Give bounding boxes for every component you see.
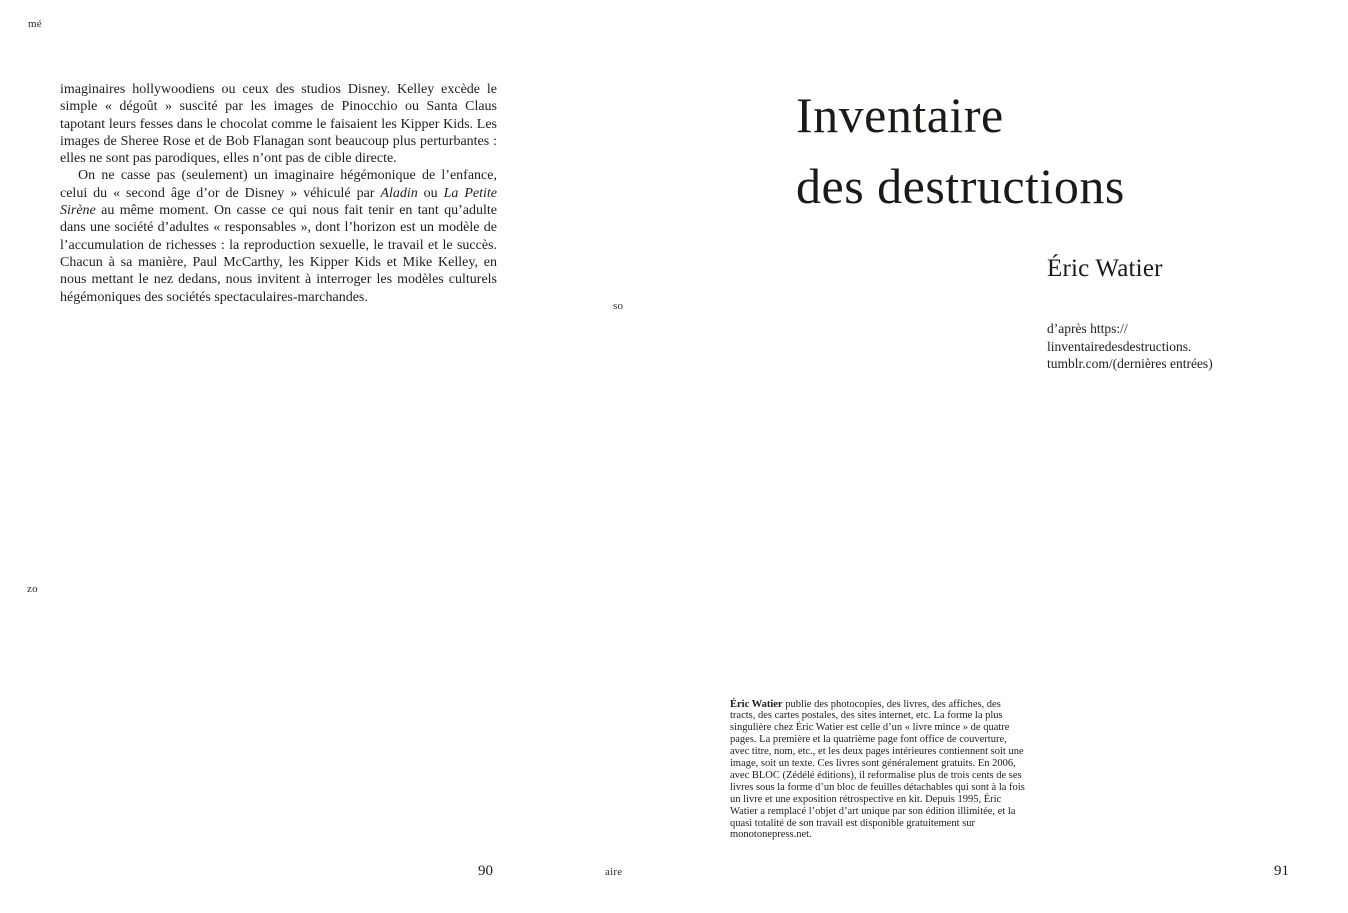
page-number-right: 91 xyxy=(1274,863,1289,879)
margin-fragment-so: so xyxy=(613,300,624,312)
source-note-line-1: d’après https:// xyxy=(1047,321,1128,336)
paragraph-2-segment-1: On ne casse pas (seulement) un imaginaire hégémonique de l’enfance, celui du « second âge d’or de Disney » véhiculé par xyxy=(60,168,497,201)
article-title-line-2: des destructions xyxy=(796,158,1125,214)
article-title-line-1: Inventaire xyxy=(796,87,1004,143)
author-name: Éric Watier xyxy=(1047,255,1163,282)
margin-fragment-aire: aire xyxy=(605,866,623,878)
page-number-left: 90 xyxy=(478,863,493,879)
left-page-body xyxy=(60,81,497,306)
bio-body-text: publie des photocopies, des livres, des affiches, des tracts, des cartes postales, des sites internet, etc. La forme la plus singulière chez Éric Watier est celle d’un « livre mince » de quatre pages. La première et la quatrième page font office de couverture, avec titre, nom, etc., et les deux pages intérieures contiennent soit une image, soit un texte. Ces livres sont généralement gratuits. En 2006, avec BLOC (Zédélé éditions), il reformalise plus de trois cents de ses livres sous la forme d’un bloc de feuilles détachables qui sont à la fois un livre et une exposition rétrospective en kit. Depuis 1995, Éric Watier a remplacé l’objet d’art unique par son édition illimitée, et la quasi totalité de son travail est disponible gratuitement sur monotonepress.net. xyxy=(730,698,1025,841)
paragraph-kelley-text: imaginaires hollywoodiens ou ceux des studios Disney. Kelley excède le simple « dégoût » suscité par les images de Pinocchio ou Santa Claus tapotant leurs fesses dans le chocolat comme le faisaient les Kipper Kids. Les images de Sheree Rose et de Bob Flanagan sont beaucoup plus perturbantes : elles ne sont pas parodiques, elles n’ont pas de cible directe. xyxy=(60,82,497,167)
paragraph-2-segment-3: ou xyxy=(417,185,444,201)
article-title xyxy=(796,80,1256,222)
bio-lead-name: Éric Watier xyxy=(730,698,783,710)
margin-fragment-zo: zo xyxy=(27,583,38,595)
paragraph-on-ne-casse xyxy=(60,167,497,305)
paragraph-kelley xyxy=(60,81,497,167)
title-petite-sirene-italic: La Petite Sirène xyxy=(60,185,498,219)
margin-fragment-me: mé xyxy=(28,18,42,30)
source-note-url-line-2: linventairedesdestructions. xyxy=(1047,338,1192,354)
source-note xyxy=(1047,320,1213,373)
author-bio xyxy=(730,699,1025,842)
source-note-url-line-3: tumblr.com/(dernières entrées) xyxy=(1047,356,1213,371)
title-aladin-italic: Aladin xyxy=(380,185,418,201)
paragraph-2-segment-5: au même moment. On casse ce qui nous fait tenir en tant qu’adulte dans une société d’adultes « responsables », dont l’horizon est un modèle de l’accumulation de richesses : la reproduction sexuelle, le travail et le succès. Chacun à sa manière, Paul McCarthy, les Kipper Kids et Mike Kelley, en nous mettant le nez dedans, nous invitent à interroger les modèles culturels hégémoniques des sociétés spectaculaires-marchandes. xyxy=(60,203,497,305)
